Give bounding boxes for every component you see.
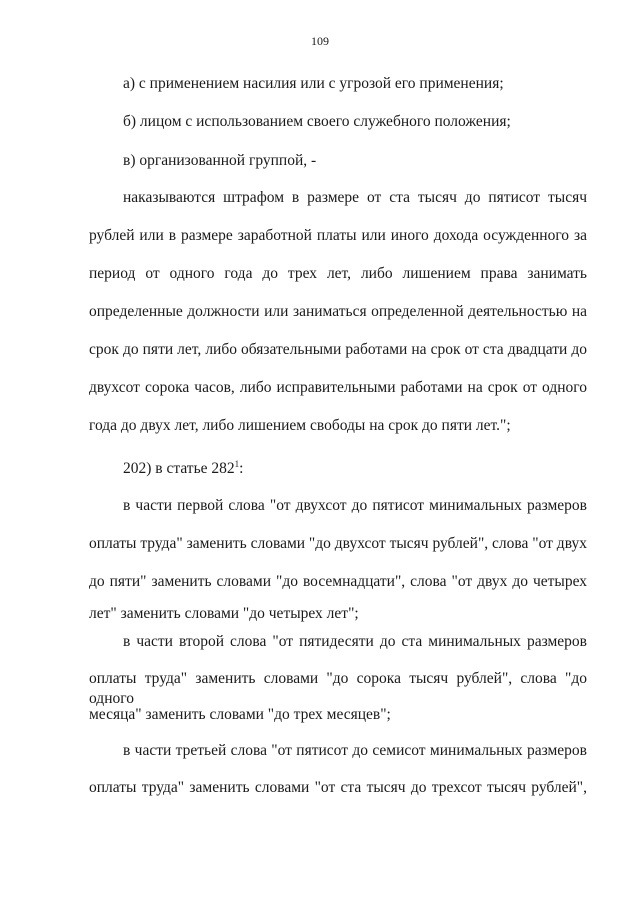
paragraph-line: в части первой слова "от двухсот до пятисот минимальных размеров xyxy=(123,497,587,514)
paragraph-line: оплаты труда" заменить словами "до двухсот тысяч рублей", слова "от двух xyxy=(89,535,587,552)
section-heading-superscript: 1 xyxy=(234,458,240,469)
paragraph-line: двухсот сорока часов, либо исправительными работами на срок от одного xyxy=(89,379,587,396)
paragraph-line: месяца" заменить словами "до трех месяцев"; xyxy=(89,706,391,723)
paragraph-line: года до двух лет, либо лишением свободы на срок до пяти лет."; xyxy=(89,417,511,434)
section-heading-suffix: : xyxy=(239,460,244,477)
section-heading xyxy=(123,459,243,479)
paragraph-line: в части третьей слова "от пятисот до семисот минимальных размеров xyxy=(123,742,587,759)
paragraph-line: период от одного года до трех лет, либо лишением права занимать xyxy=(89,265,587,282)
paragraph-line: до пяти" заменить словами "до восемнадцати", слова "от двух до четырех xyxy=(89,573,587,590)
paragraph-line: наказываются штрафом в размере от ста тысяч до пятисот тысяч xyxy=(123,189,587,206)
paragraph-line: лет" заменить словами "до четырех лет"; xyxy=(89,605,359,622)
paragraph-line: оплаты труда" заменить словами "до сорока тысяч рублей", слова "до одного xyxy=(89,670,587,707)
paragraph-line: оплаты труда" заменить словами "от ста тысяч до трехсот тысяч рублей", xyxy=(89,779,587,796)
paragraph-line: рублей или в размере заработной платы или иного дохода осужденного за xyxy=(89,227,587,244)
page-number: 109 xyxy=(311,34,329,48)
paragraph-line: определенные должности или заниматься определенной деятельностью на xyxy=(89,303,587,320)
paragraph-line: в части второй слова "от пятидесяти до ста минимальных размеров xyxy=(123,633,587,650)
paragraph-line: срок до пяти лет, либо обязательными работами на срок от ста двадцати до xyxy=(89,341,587,358)
list-item-c: в) организованной группой, - xyxy=(123,152,317,169)
section-heading-text: 202) в статье 282 xyxy=(123,460,235,477)
list-item-b: б) лицом с использованием своего служебного положения; xyxy=(123,113,511,130)
list-item-a: а) с применением насилия или с угрозой его применения; xyxy=(123,75,504,92)
